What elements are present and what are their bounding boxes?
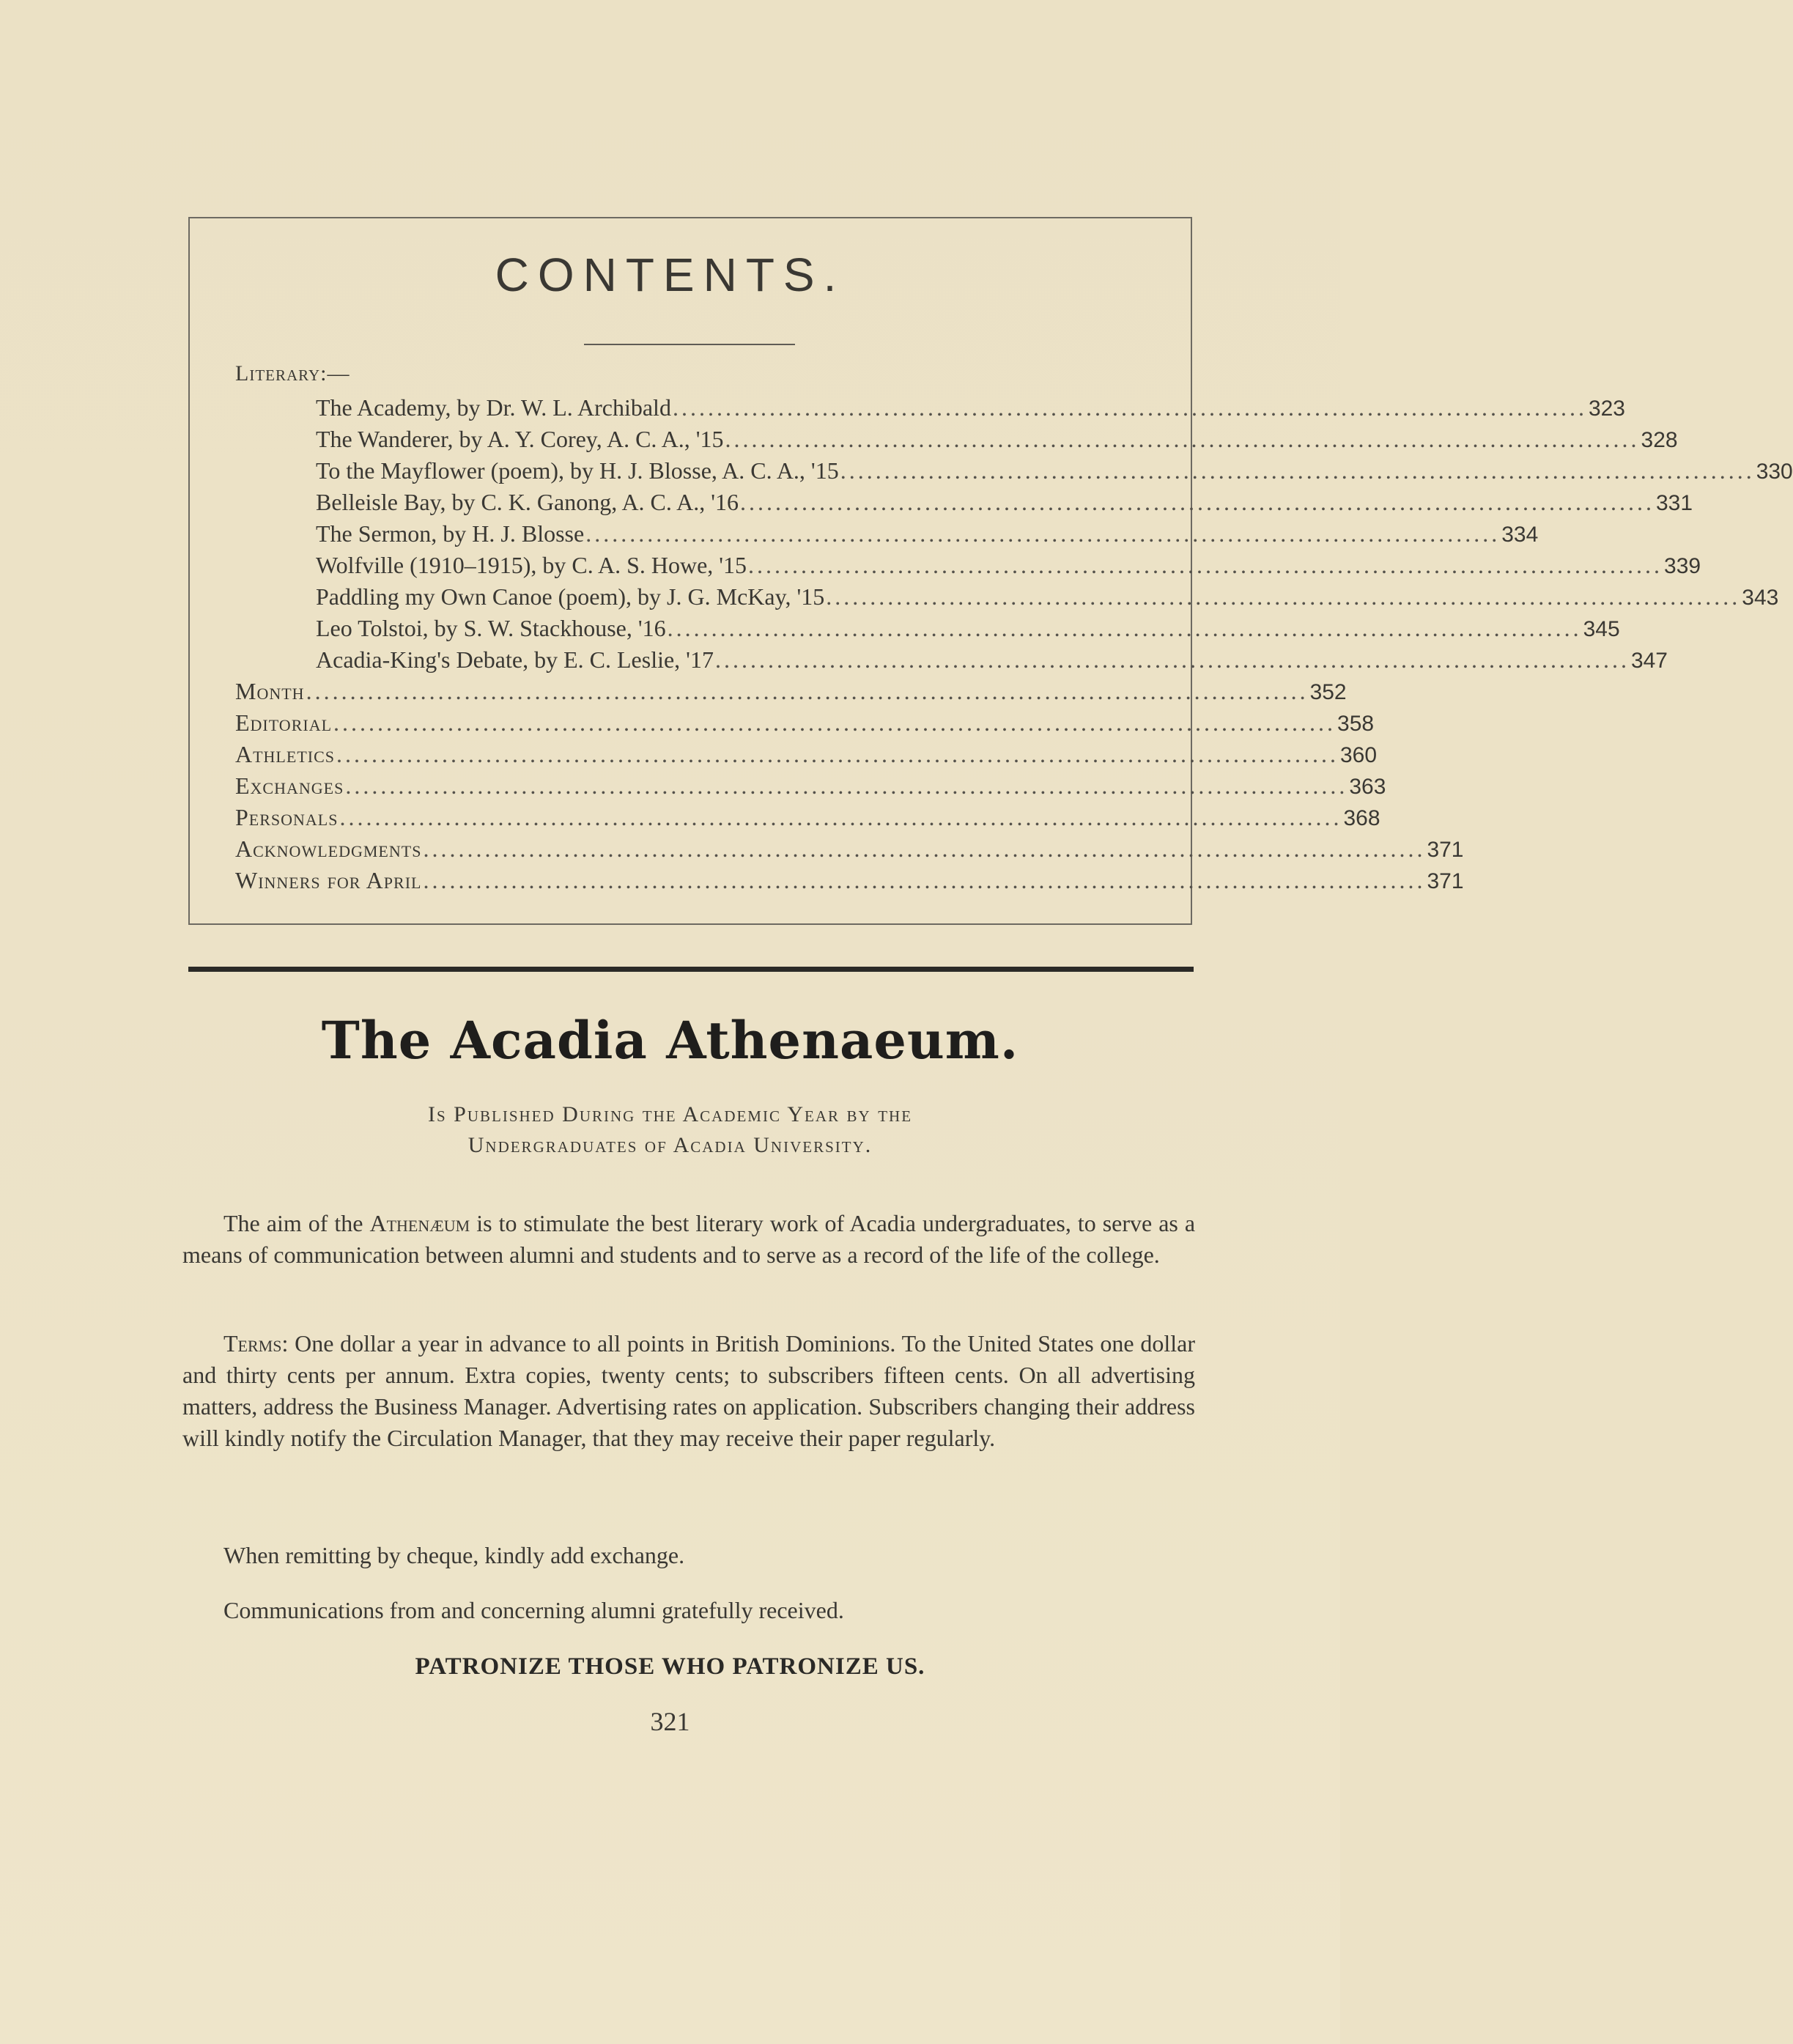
toc-item [316,424,1678,455]
toc-section-page: 368 [1343,806,1380,830]
remitting-paragraph [182,1540,1195,1571]
leader-dots: .................................................................................................................. [306,678,1309,704]
toc-item-title: Acadia-King's Debate, by E. C. Leslie, '17 [316,646,714,673]
leader-dots: ........................................................................................................ [725,426,1640,452]
toc-item-title: Wolfville (1910–1915), by C. A. S. Howe, '15 [316,552,747,578]
toc-item [316,518,1539,550]
toc-item [316,455,1793,487]
toc-item-title: To the Mayflower (poem), by H. J. Blosse, A. C. A., '15 [316,457,839,484]
toc-section-title: Month [235,678,305,704]
terms-text: One dollar a year in advance to all points in British Dominions. To the United States one dollar and thirty cents per annum. Extra copies, twenty cents; to subscribers fifteen cents. On all advertising matters, address the Business Manager. Advertising rates on application. Subscribers changing their address will kindly notify the Circulation Manager, that they may receive their paper regularly. [182,1330,1196,1451]
title-rule [584,344,795,345]
aim-term: Athenæum [369,1210,470,1236]
toc-section-title: Athletics [235,741,335,767]
aim-prefix: The aim of the [223,1210,363,1236]
toc-item-title: Belleisle Bay, by C. K. Ganong, A. C. A., '16 [316,489,739,515]
leader-dots: ........................................................................................................ [740,489,1655,515]
toc-section-page: 371 [1427,838,1464,862]
toc-item [316,644,1668,676]
terms-label: Terms: [223,1330,289,1357]
toc-section [235,739,1378,770]
toc-item [316,392,1625,424]
published-notice [0,1099,1340,1161]
toc-section-title: Personals [235,804,339,830]
leader-dots: ........................................................................................................ [840,457,1755,484]
remitting-text: When remitting by cheque, kindly add exchange. [223,1542,685,1568]
toc-section-page: 360 [1340,743,1378,767]
toc-section-page: 371 [1427,869,1464,893]
communications-text: Communications from and concerning alumni gratefully received. [223,1597,844,1623]
literary-label: Literary:— [235,361,350,385]
toc-item [316,581,1779,613]
leader-dots: ........................................................................................................ [748,552,1663,578]
leader-dots: .................................................................................................................. [345,772,1348,799]
masthead-title: The Acadia Athenaeum. [321,1010,1019,1071]
patronize-slogan: PATRONIZE THOSE WHO PATRONIZE US. [415,1653,925,1680]
contents-title: CONTENTS. [495,248,846,301]
toc-item-page: 334 [1501,523,1539,547]
leader-dots: .................................................................................................................. [423,835,1426,862]
leader-dots: .................................................................................................................. [339,804,1342,830]
toc-section-page: 363 [1349,775,1386,799]
toc-item-title: The Wanderer, by A. Y. Corey, A. C. A., '15 [316,426,724,452]
leader-dots: .................................................................................................................. [333,709,1337,736]
toc-item-title: Paddling my Own Canoe (poem), by J. G. McKay, '15 [316,583,825,610]
toc-section-page: 352 [1309,680,1347,704]
toc-section-title: Winners for April [235,867,422,893]
leader-dots: ........................................................................................................ [667,615,1582,641]
published-line-2: Undergraduates of Acadia University. [467,1133,873,1157]
published-line-1: Is Published During the Academic Year by the [427,1102,913,1126]
leader-dots: ........................................................................................................ [585,520,1501,547]
toc-section [235,676,1347,707]
toc-item-title: The Academy, by Dr. W. L. Archibald [316,394,671,421]
leader-dots: ........................................................................................................ [672,394,1587,421]
toc-item [316,487,1693,518]
toc-section [235,865,1464,896]
toc-item [316,613,1620,644]
leader-dots: ........................................................................................................ [826,583,1741,610]
toc-section [235,707,1375,739]
toc-section-title: Acknowledgments [235,835,422,862]
toc-item [316,550,1701,581]
toc-item-page: 328 [1641,428,1678,452]
toc-section [235,833,1464,865]
toc-section-page: 358 [1337,712,1375,736]
toc-section-title: Exchanges [235,772,344,799]
aim-rest: is to stimulate the best literary work of Acadia undergraduates, to serve as a means of communication between alumni and students and to serve as a record of the life of the college. [182,1210,1196,1268]
page-number: 321 [650,1707,690,1736]
toc-item-page: 347 [1630,649,1668,673]
aim-paragraph [182,1208,1195,1271]
toc-item-page: 330 [1756,460,1793,484]
toc-section [235,770,1386,802]
toc-item-page: 331 [1656,491,1693,515]
toc-item-page: 339 [1664,554,1701,578]
heavy-rule [188,967,1194,972]
toc-item-title: Leo Tolstoi, by S. W. Stackhouse, '16 [316,615,666,641]
leader-dots: ........................................................................................................ [714,646,1630,673]
communications-paragraph [182,1595,1195,1626]
leader-dots: .................................................................................................................. [423,867,1426,893]
terms-paragraph [182,1328,1195,1454]
toc-item-page: 323 [1588,396,1625,421]
leader-dots: .................................................................................................................. [336,741,1339,767]
toc-item-title: The Sermon, by H. J. Blosse [316,520,585,547]
toc-item-page: 343 [1742,586,1779,610]
toc-item-page: 345 [1583,617,1620,641]
toc-section-title: Editorial [235,709,333,736]
toc-section [235,802,1380,833]
